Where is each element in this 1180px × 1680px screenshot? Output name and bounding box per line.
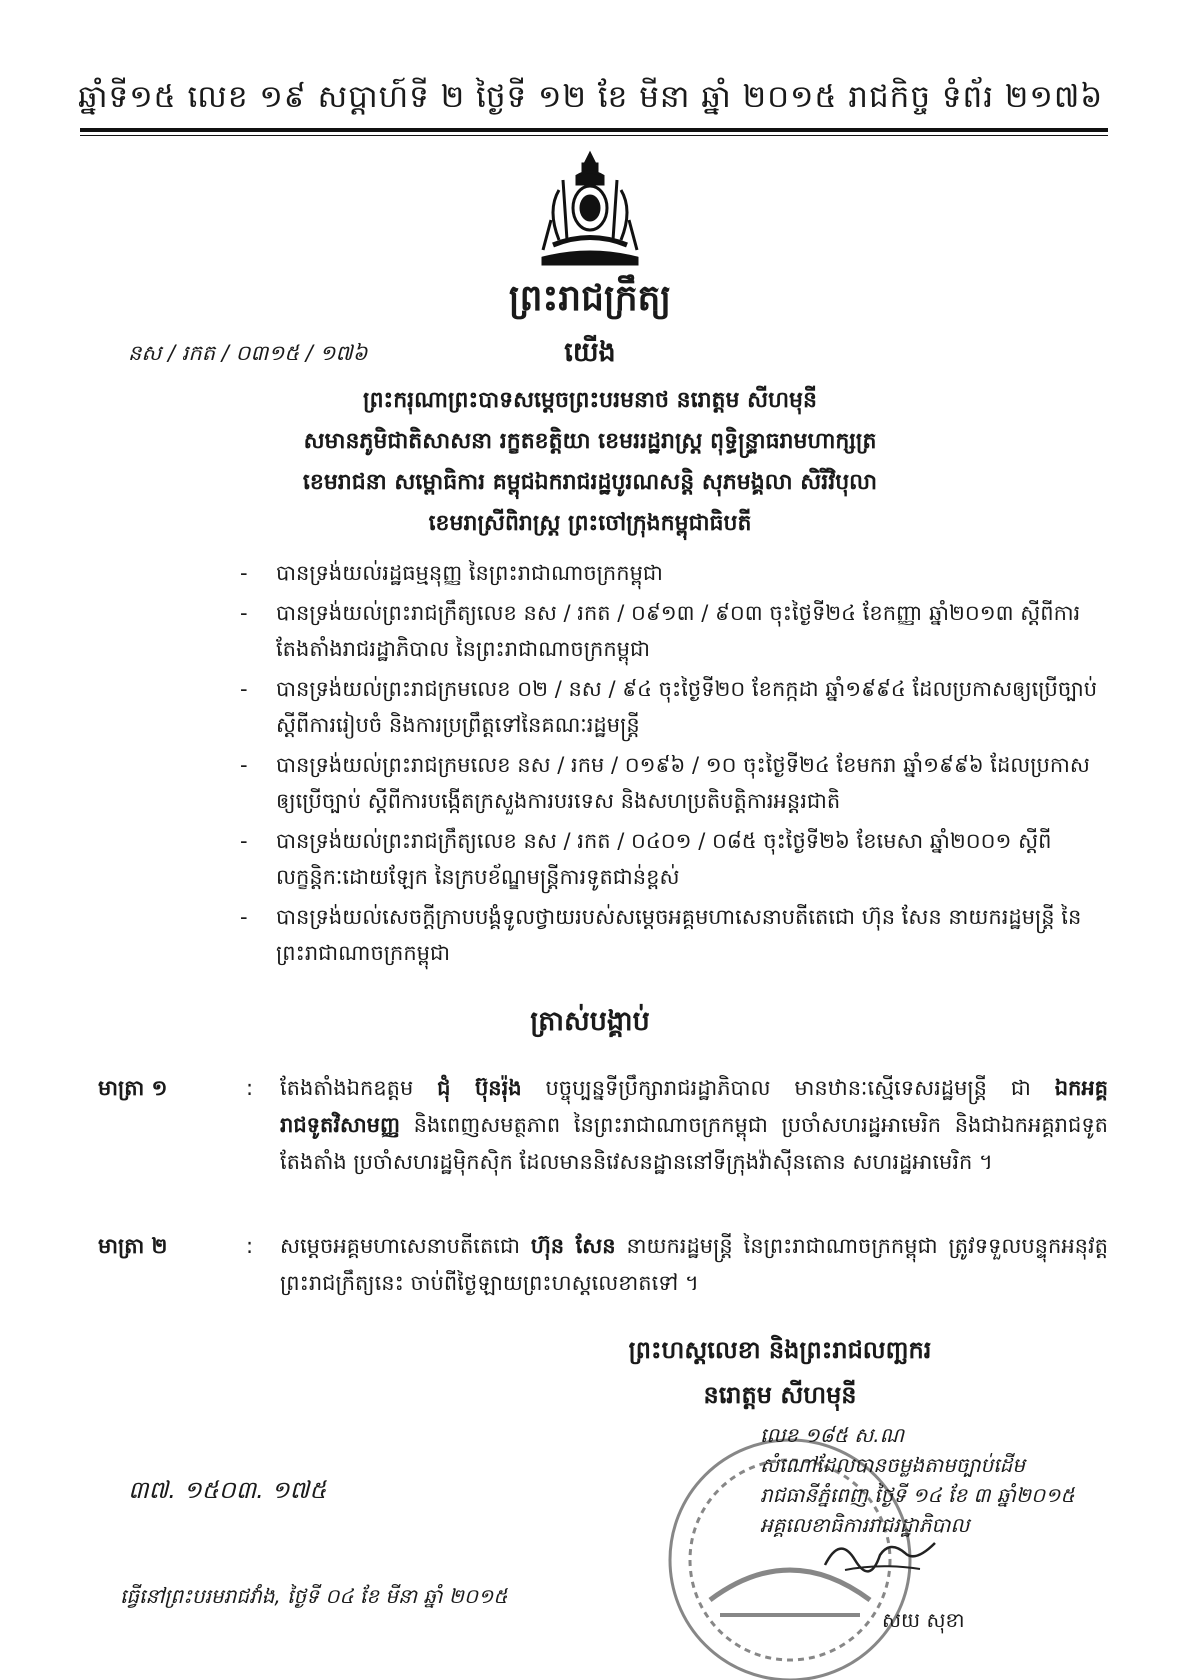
consideration-text: បានទ្រង់យល់ព្រះរាជក្រឹត្យលេខ នស / រកត / ០៩១៣ / ៩០៣ ចុះថ្ងៃទី២៤ ខែកញ្ញា ឆ្នាំ២០១៣ ស្តីពីការតែងតាំងរាជរដ្ឋាភិបាល នៃព្រះរាជាណាចក្រកម្ពុជា	[276, 601, 1081, 661]
handwritten-reference: ៣៧. ១៥០៣. ១៧៥	[128, 1476, 327, 1504]
king-title-block	[60, 380, 1120, 544]
king-title-line: ព្រះករុណាព្រះបាទសម្តេចព្រះបរមនាថ នរោត្តម សីហមុនី	[363, 388, 817, 413]
signature-title: ព្រះហស្តលេខា និងព្រះរាជលញ្ឆករ	[628, 1336, 932, 1364]
stamp-line: អគ្គលេខាធិការរាជរដ្ឋាភិបាល	[760, 1513, 970, 1537]
consideration-item: - បានទ្រង់យល់ព្រះរាជក្រឹត្យលេខ នស / រកត / ០៩១៣ / ៩០៣ ចុះថ្ងៃទី២៤ ខែកញ្ញា ឆ្នាំ២០១៣ ស្តីពីការតែងតាំងរាជរដ្ឋាភិបាល នៃព្រះរាជាណាចក្រកម្ពុជា	[240, 601, 1081, 661]
consideration-item: - បានទ្រង់យល់ព្រះរាជក្រឹត្យលេខ នស / រកត / ០៤០១ / ០៨៥ ចុះថ្ងៃទី២៦ ខែមេសា ឆ្នាំ២០០១ ស្តីពីលក្ខន្តិកៈដោយឡែក នៃក្របខ័ណ្ឌមន្ត្រីការទូតជាន់ខ្ពស់	[240, 829, 1052, 889]
consideration-item: - បានទ្រង់យល់ព្រះរាជក្រមលេខ នស / រកម / ០១៩៦ / ១០ ចុះថ្ងៃទី២៤ ខែមករា ឆ្នាំ១៩៩៦ ដែលប្រកាសឲ្យប្រើច្បាប់ ស្តីពីការបង្កើតក្រសួងការបរទេស និងសហប្រតិបត្តិការអន្តរជាតិ	[240, 753, 1090, 813]
article-label: មាត្រា ២	[98, 1234, 168, 1258]
article-body	[280, 1070, 1108, 1181]
article-1	[98, 1070, 1108, 1181]
article-text: តែងតាំងឯកឧត្តម	[280, 1076, 438, 1100]
article-label: មាត្រា ១	[98, 1076, 168, 1100]
article-text: និងពេញសមត្ថភាព នៃព្រះរាជាណាចក្រកម្ពុជា ប្រចាំសហរដ្ឋអាមេរិក និងជាឯកអគ្គរាជទូតតែងតាំង ប្រចាំសហរដ្ឋម៉ិកស៊ិក ដែលមាននិវេសនដ្ឋាននៅទីក្រុងវ៉ាស៊ីនតោន សហរដ្ឋអាមេរិក ។	[280, 1113, 1108, 1174]
consideration-text: បានទ្រង់យល់ព្រះរាជក្រមលេខ នស / រកម / ០១៩៦ / ១០ ចុះថ្ងៃទី២៤ ខែមករា ឆ្នាំ១៩៩៦ ដែលប្រកាសឲ្យប្រើច្បាប់ ស្តីពីការបង្កើតក្រសួងការបរទេស និងសហប្រតិបត្តិការអន្តរជាតិ	[276, 753, 1090, 813]
place-and-date: ធ្វើនៅព្រះបរមរាជវាំង, ថ្ងៃទី ០៤ ខែ មីនា ឆ្នាំ ២០១៥	[120, 1584, 508, 1608]
signature-name: នរោត្តម សីហមុនី	[703, 1381, 857, 1409]
header-rule-thick	[80, 128, 1108, 132]
article-colon: :	[246, 1076, 254, 1100]
stamp-line: លេខ ១៨៥ ស.ណ	[760, 1423, 905, 1447]
appointee-name: ជុំ ប៊ុនរ៉ុង	[437, 1076, 522, 1100]
stamp-line: រាជធានីភ្នំពេញ ថ្ងៃទី ១៤ ខែ ៣ ឆ្នាំ២០១៥	[760, 1483, 1075, 1507]
prime-minister-name: ហ៊ុន សែន	[530, 1234, 616, 1258]
consideration-text: បានទ្រង់យល់សេចក្តីក្រាបបង្គំទូលថ្វាយរបស់សម្តេចអគ្គមហាសេនាបតីតេជោ ហ៊ុន សែន នាយករដ្ឋមន្ត្រី នៃព្រះរាជាណាចក្រកម្ពុជា	[276, 905, 1082, 965]
gazette-header: ឆ្នាំទី១៥ លេខ ១៩ សប្តាហ៍ទី ២ ថ្ងៃទី ១២ ខែ មីនា ឆ្នាំ ២០១៥ រាជកិច្ច ទំព័រ ២១៧៦	[78, 79, 1104, 115]
king-title-line: ខេមរាជនា សម្ពោធិការ គម្ពុជឯករាជរដ្ឋបូរណសន្តិ សុភមង្គលា សិរីវិបុលា	[302, 470, 878, 495]
considerations-list	[240, 555, 1100, 975]
ambassador-title: ឯកអគ្គរាជទូតវិសាមញ្ញ	[280, 1076, 1109, 1137]
royal-emblem-icon	[533, 150, 648, 270]
consideration-text: បានទ្រង់យល់ព្រះរាជក្រឹត្យលេខ នស / រកត / ០៤០១ / ០៨៥ ចុះថ្ងៃទី២៦ ខែមេសា ឆ្នាំ២០០១ ស្តីពីលក្ខន្តិកៈដោយឡែក នៃក្របខ័ណ្ឌមន្ត្រីការទូតជាន់ខ្ពស់	[276, 829, 1052, 889]
king-title-line: សមានភូមិជាតិសាសនា រក្ខតខត្តិយា ខេមររដ្ឋរាស្ត្រ ពុទ្ធិន្ទ្រាធរាមហាក្សត្រ	[303, 429, 877, 454]
certification-stamp	[760, 1420, 1100, 1540]
article-text: នាយករដ្ឋមន្ត្រី នៃព្រះរាជាណាចក្រកម្ពុជា ត្រូវទទួលបន្ទុកអនុវត្តព្រះរាជក្រឹត្យនេះ ចាប់ពីថ្ងៃឡាយព្រះហស្តលេខាតទៅ ។	[280, 1234, 1108, 1295]
decree-title: ព្រះរាជក្រឹត្យ	[508, 278, 672, 319]
consideration-text: បានទ្រង់យល់រដ្ឋធម្មនុញ្ញ នៃព្រះរាជាណាចក្រកម្ពុជា	[276, 561, 663, 585]
stamp-line: សំណៅដែលបានចម្លងតាមច្បាប់ដើម	[760, 1453, 1025, 1477]
consideration-item: - បានទ្រង់យល់ព្រះរាជក្រមលេខ ០២ / នស / ៩៤ ចុះថ្ងៃទី២០ ខែកក្កដា ឆ្នាំ១៩៩៤ ដែលប្រកាសឲ្យប្រើច្បាប់ ស្តីពីការរៀបចំ និងការប្រព្រឹត្តទៅនៃគណៈរដ្ឋមន្ត្រី	[240, 677, 1098, 737]
decree-reference-number: នស / រកត / ០៣១៥ / ១៧៦	[128, 341, 368, 365]
article-body	[280, 1228, 1108, 1302]
handwritten-signature-icon	[820, 1525, 940, 1580]
header-rule-thin	[80, 135, 1108, 136]
stamp-signer-name: សយ សុខា	[882, 1608, 965, 1632]
article-colon: :	[246, 1234, 254, 1258]
yeung-heading: យើង	[564, 337, 616, 368]
consideration-item: - បានទ្រង់យល់សេចក្តីក្រាបបង្គំទូលថ្វាយរបស់សម្តេចអគ្គមហាសេនាបតីតេជោ ហ៊ុន សែន នាយករដ្ឋមន្ត្រី នៃព្រះរាជាណាចក្រកម្ពុជា	[240, 905, 1082, 965]
consideration-item: - បានទ្រង់យល់រដ្ឋធម្មនុញ្ញ នៃព្រះរាជាណាចក្រកម្ពុជា	[240, 561, 663, 585]
orders-heading: ត្រាស់បង្គាប់	[530, 1006, 650, 1037]
article-2	[98, 1228, 1108, 1302]
article-text: សម្តេចអគ្គមហាសេនាបតីតេជោ	[280, 1234, 531, 1258]
king-title-line: ខេមរាស្រីពិរាស្ត្រ ព្រះចៅក្រុងកម្ពុជាធិបតី	[428, 511, 752, 536]
article-text: បច្ចុប្បន្នទីប្រឹក្សារាជរដ្ឋាភិបាល មានឋានៈស្មើទេសរដ្ឋមន្ត្រី ជា	[521, 1076, 1055, 1100]
consideration-text: បានទ្រង់យល់ព្រះរាជក្រមលេខ ០២ / នស / ៩៤ ចុះថ្ងៃទី២០ ខែកក្កដា ឆ្នាំ១៩៩៤ ដែលប្រកាសឲ្យប្រើច្បាប់ ស្តីពីការរៀបចំ និងការប្រព្រឹត្តទៅនៃគណៈរដ្ឋមន្ត្រី	[276, 677, 1098, 737]
